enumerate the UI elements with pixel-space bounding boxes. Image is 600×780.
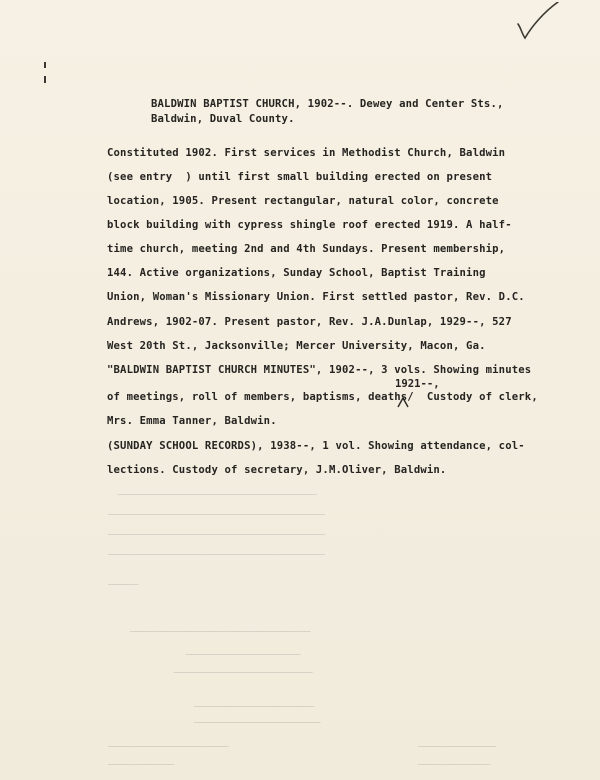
handwritten-insertion: 1921--, bbox=[395, 378, 440, 390]
record-entry-line: "BALDWIN BAPTIST CHURCH MINUTES", 1902--, 3 vols. Showing minutes bbox=[107, 364, 532, 376]
body-line: Union, Woman's Missionary Union. First settled pastor, Rev. D.C. bbox=[107, 291, 525, 303]
body-line: time church, meeting 2nd and 4th Sundays. Present membership, bbox=[107, 243, 506, 255]
body-line: Constituted 1902. First services in Methodist Church, Baldwin bbox=[107, 147, 506, 159]
bleed-through: ───────────────────────────────── ──────────────────────────────────── ──────────────────────────────────── ──────────────────────────────────── ───── ────────────────────────────── ─────────────────── ─────────────────────── ──────────────────── ───────────────────── ──────────────────── ───────────── ─────────── ──────────── bbox=[108, 488, 497, 769]
record-entry-line: (SUNDAY SCHOOL RECORDS), 1938--, 1 vol. Showing attendance, col- bbox=[107, 440, 525, 452]
record-entry-line: of meetings, roll of members, baptisms, deaths/ Custody of clerk, bbox=[107, 391, 538, 403]
body-line: West 20th St., Jacksonville; Mercer University, Macon, Ga. bbox=[107, 340, 486, 352]
body-line: 144. Active organizations, Sunday School, Baptist Training bbox=[107, 267, 486, 279]
entry-heading: BALDWIN BAPTIST CHURCH, 1902--. Dewey and Center Sts., bbox=[151, 98, 504, 110]
record-entry-line: Mrs. Emma Tanner, Baldwin. bbox=[107, 415, 277, 427]
record-entry-line: lections. Custody of secretary, J.M.Oliver, Baldwin. bbox=[107, 464, 447, 476]
body-line: (see entry ) until first small building erected on present bbox=[107, 171, 493, 183]
body-line: location, 1905. Present rectangular, natural color, concrete bbox=[107, 195, 499, 207]
body-line: Andrews, 1902-07. Present pastor, Rev. J.A.Dunlap, 1929--, 527 bbox=[107, 316, 512, 328]
body-line: block building with cypress shingle roof erected 1919. A half- bbox=[107, 219, 512, 231]
entry-heading-location: Baldwin, Duval County. bbox=[151, 113, 295, 125]
insertion-caret-icon bbox=[396, 396, 410, 408]
